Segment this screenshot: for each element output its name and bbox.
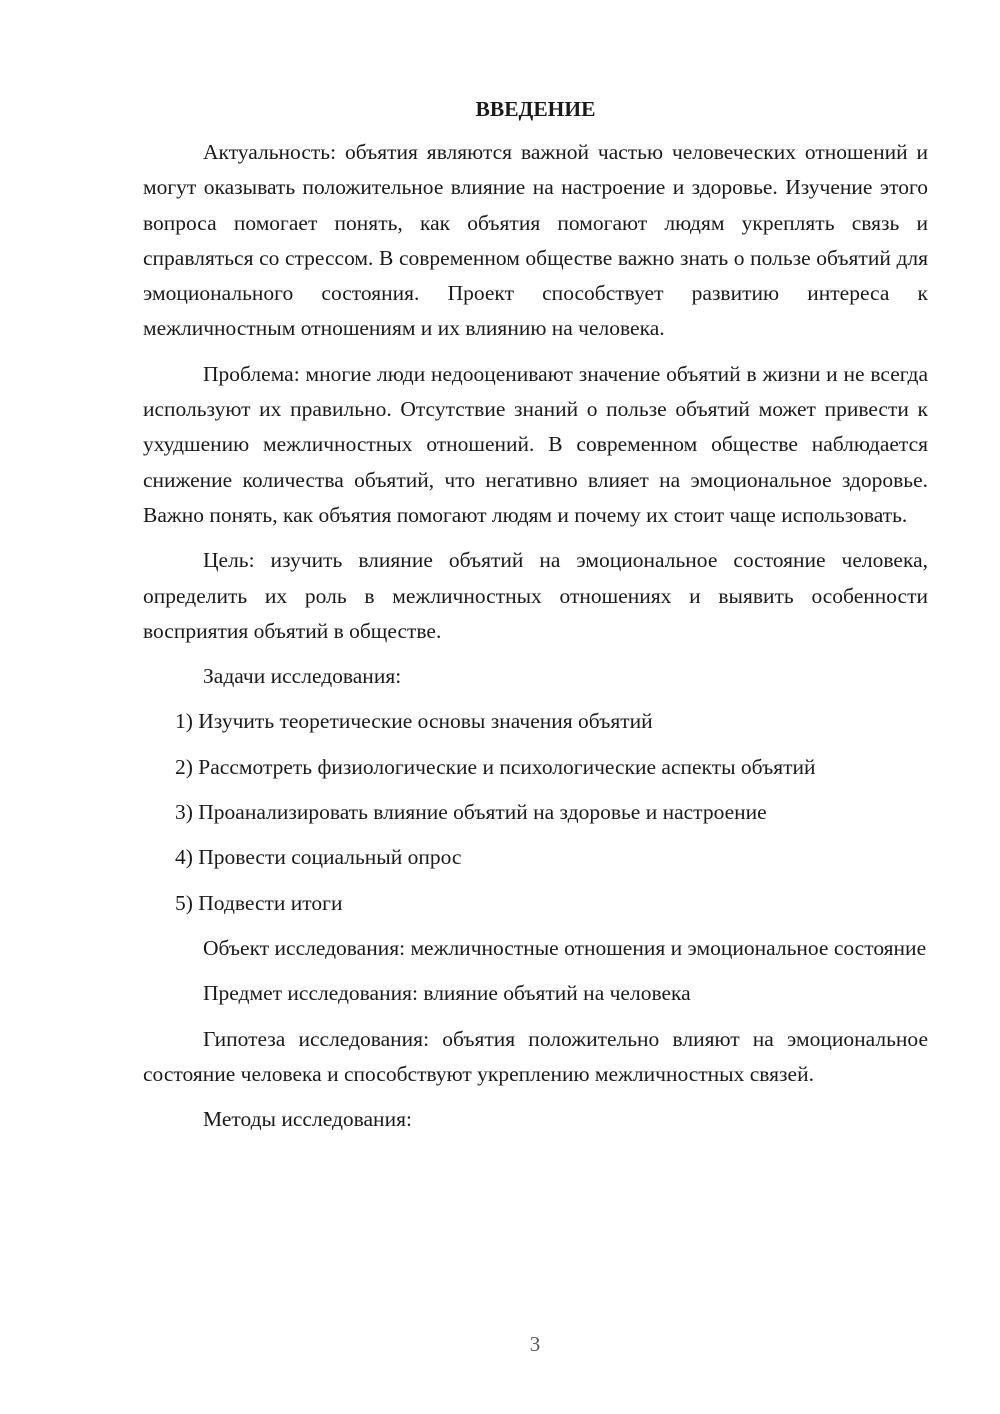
section-heading: ВВЕДЕНИЕ	[475, 97, 596, 121]
paragraph-relevance: Актуальность: объятия являются важной частью человеческих отношений и могут оказывать положительное влияние на настроение и здоровье. Изучение этого вопроса помогает понять, как объятия помогают людям укреплять связь и справляться со стрессом. В современном обществе важно знать о пользе объятий для эмоционального состояния. Проект способствует развитию интереса к межличностным отношениям и их влиянию на человека.	[143, 140, 928, 341]
paragraph-object: Объект исследования: межличностные отношения и эмоциональное состояние	[203, 935, 927, 960]
paragraph-problem: Проблема: многие люди недооценивают значение объятий в жизни и не всегда используют их правильно. Отсутствие знаний о пользе объятий может привести к ухудшению межличностных отношений. В современном обществе наблюдается снижение количества объятий, что негативно влияет на эмоциональное здоровье. Важно понять, как объятия помогают людям и почему их стоит чаще использовать.	[143, 361, 928, 527]
tasks-title: Задачи исследования:	[203, 664, 402, 689]
list-item: 1) Изучить теоретические основы значения объятий	[175, 709, 653, 734]
paragraph-subject: Предмет исследования: влияние объятий на человека	[203, 981, 691, 1006]
tasks-list	[143, 704, 928, 920]
methods-title: Методы исследования:	[203, 1107, 412, 1132]
paragraph-hypothesis: Гипотеза исследования: объятия положительно влияют на эмоциональное состояние человека и способствуют укреплению межличностных связей.	[143, 1026, 928, 1086]
document-page	[143, 92, 928, 1147]
list-item: 5) Подвести итоги	[175, 890, 343, 915]
list-item: 3) Проанализировать влияние объятий на здоровье и настроение	[175, 800, 767, 825]
list-item: 4) Провести социальный опрос	[175, 845, 462, 870]
list-item: 2) Рассмотреть физиологические и психологические аспекты объятий	[175, 754, 816, 779]
page-number: 3	[529, 1332, 541, 1356]
paragraph-goal: Цель: изучить влияние объятий на эмоциональное состояние человека, определить их роль в межличностных отношениях и выявить особенности восприятия объятий в обществе.	[143, 548, 928, 643]
